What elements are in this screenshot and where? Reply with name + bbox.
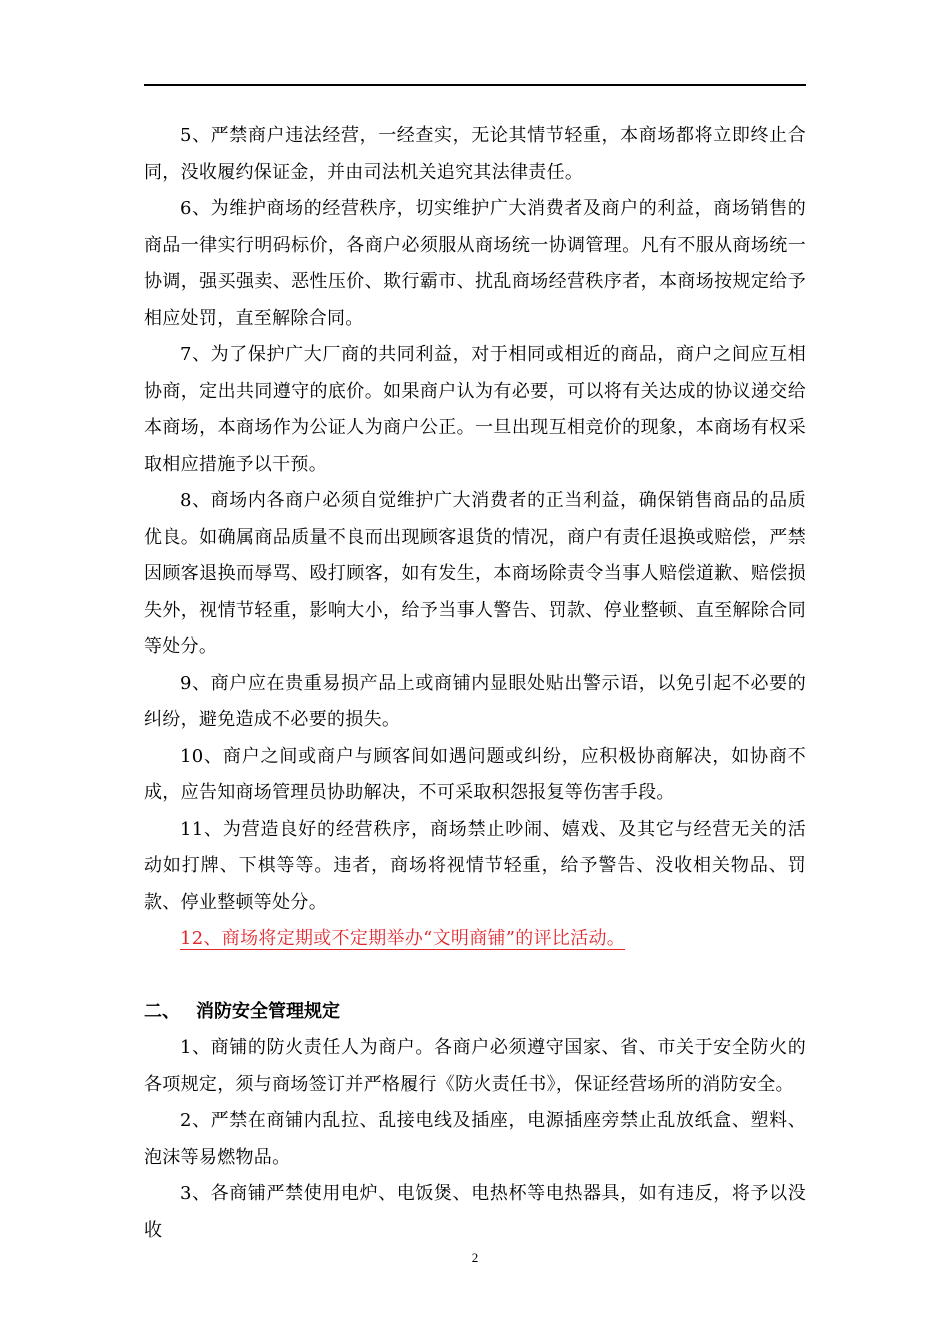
section-title: 消防安全管理规定	[196, 1000, 340, 1022]
document-body	[144, 118, 806, 1249]
section-heading	[144, 994, 806, 1031]
paragraph-item-7: 7、为了保护广大厂商的共同利益，对于相同或相近的商品，商户之间应互相协商，定出共同遵守的底价。如果商户认为有必要，可以将有关达成的协议递交给本商场，本商场作为公证人为商户公正。一旦出现互相竞价的现象，本商场有权采取相应措施予以干预。	[144, 344, 806, 475]
paragraph-item-8: 8、商场内各商户必须自觉维护广大消费者的正当利益，确保销售商品的品质优良。如确属商品质量不良而出现顾客退货的情况，商户有责任退换或赔偿，严禁因顾客退换而辱骂、殴打顾客，如有发生，本商场除责令当事人赔偿道歉、赔偿损失外，视情节轻重，影响大小，给予当事人警告、罚款、停业整顿、直至解除合同等处分。	[144, 490, 806, 657]
paragraph-item-6: 6、为维护商场的经营秩序，切实维护广大消费者及商户的利益，商场销售的商品一律实行明码标价，各商户必须服从商场统一协调管理。凡有不服从商场统一协调，强买强卖、恶性压价、欺行霸市、扰乱商场经营秩序者，本商场按规定给予相应处罚，直至解除合同。	[144, 198, 806, 329]
fire-paragraph-item-1: 1、商铺的防火责任人为商户。各商户必须遵守国家、省、市关于安全防火的各项规定，须与商场签订并严格履行《防火责任书》，保证经营场所的消防安全。	[144, 1037, 806, 1095]
paragraph-item-11: 11、为营造良好的经营秩序，商场禁止吵闹、嬉戏、及其它与经营无关的活动如打牌、下棋等等。违者，商场将视情节轻重，给予警告、没收相关物品、罚款、停业整顿等处分。	[144, 818, 806, 913]
paragraph-item-5: 5、严禁商户违法经营，一经查实，无论其情节轻重，本商场都将立即终止合同，没收履约保证金，并由司法机关追究其法律责任。	[144, 125, 806, 183]
header-rule	[144, 84, 806, 86]
highlighted-paragraph-item-12: 12、商场将定期或不定期举办“文明商铺”的评比活动。	[180, 928, 626, 949]
page-number: 2	[471, 1250, 479, 1265]
paragraph-item-9: 9、商户应在贵重易损产品上或商铺内显眼处贴出警示语，以免引起不必要的纠纷，避免造成不必要的损失。	[144, 672, 806, 730]
fire-paragraph-item-3: 3、各商铺严禁使用电炉、电饭煲、电热杯等电热器具，如有违反，将予以没收	[144, 1183, 806, 1241]
paragraph-item-10: 10、商户之间或商户与顾客间如遇问题或纠纷，应积极协商解决，如协商不成，应告知商场管理员协助解决，不可采取积怨报复等伤害手段。	[144, 745, 806, 803]
fire-paragraph-item-2: 2、严禁在商铺内乱拉、乱接电线及插座，电源插座旁禁止乱放纸盒、塑料、泡沫等易燃物品。	[144, 1110, 806, 1168]
section-number: 二、	[144, 1000, 180, 1022]
